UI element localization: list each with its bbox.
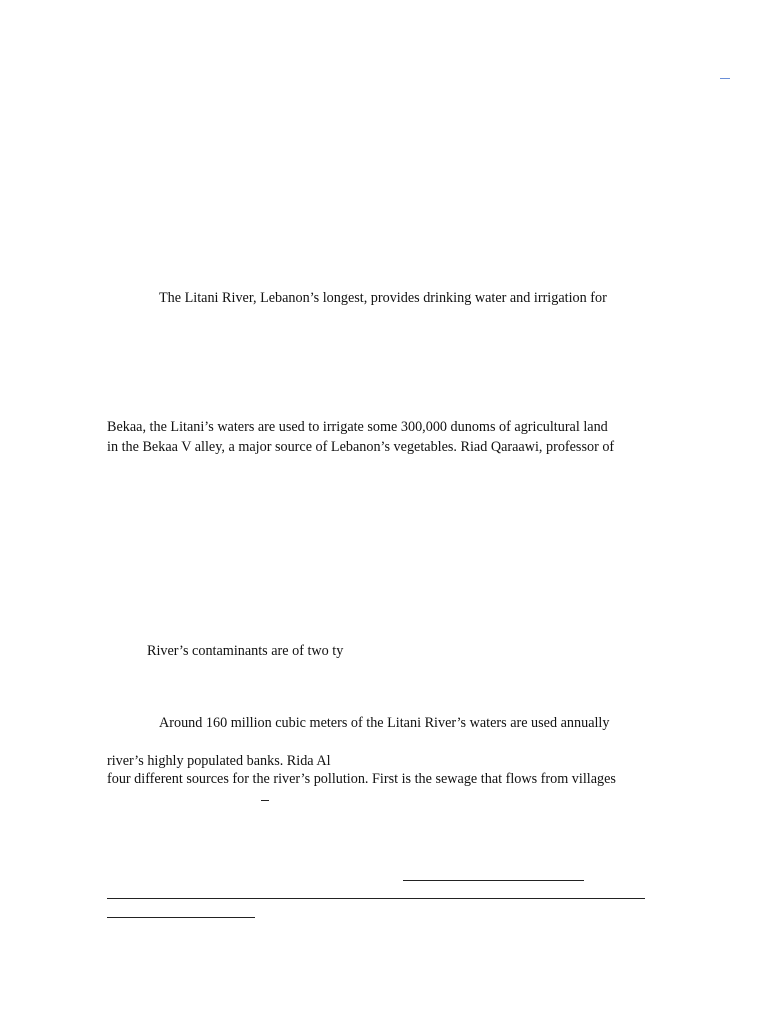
text-line-1: The Litani River, Lebanon’s longest, provides drinking water and irrigation for — [159, 290, 607, 306]
text-line-3: in the Bekaa V alley, a major source of Lebanon’s vegetables. Riad Qaraawi, professor of — [107, 439, 615, 455]
text-line-4: River’s contaminants are of two ty — [147, 643, 344, 659]
footnote-rule-2 — [107, 898, 645, 899]
footnote-rule-3 — [107, 917, 255, 918]
text-line-2: Bekaa, the Litani’s waters are used to irrigate some 300,000 dunoms of agricultural land — [107, 419, 608, 435]
footnote-rule-1 — [403, 880, 584, 881]
text-line-7: four different sources for the river’s pollution. First is the sewage that flows from villages — [107, 771, 616, 787]
text-line-6: river’s highly populated banks. Rida Al — [107, 753, 331, 769]
text-line-5: Around 160 million cubic meters of the Litani River’s waters are used annually — [159, 715, 610, 731]
header-dash-mark — [720, 78, 730, 79]
dash-mark — [261, 800, 269, 801]
